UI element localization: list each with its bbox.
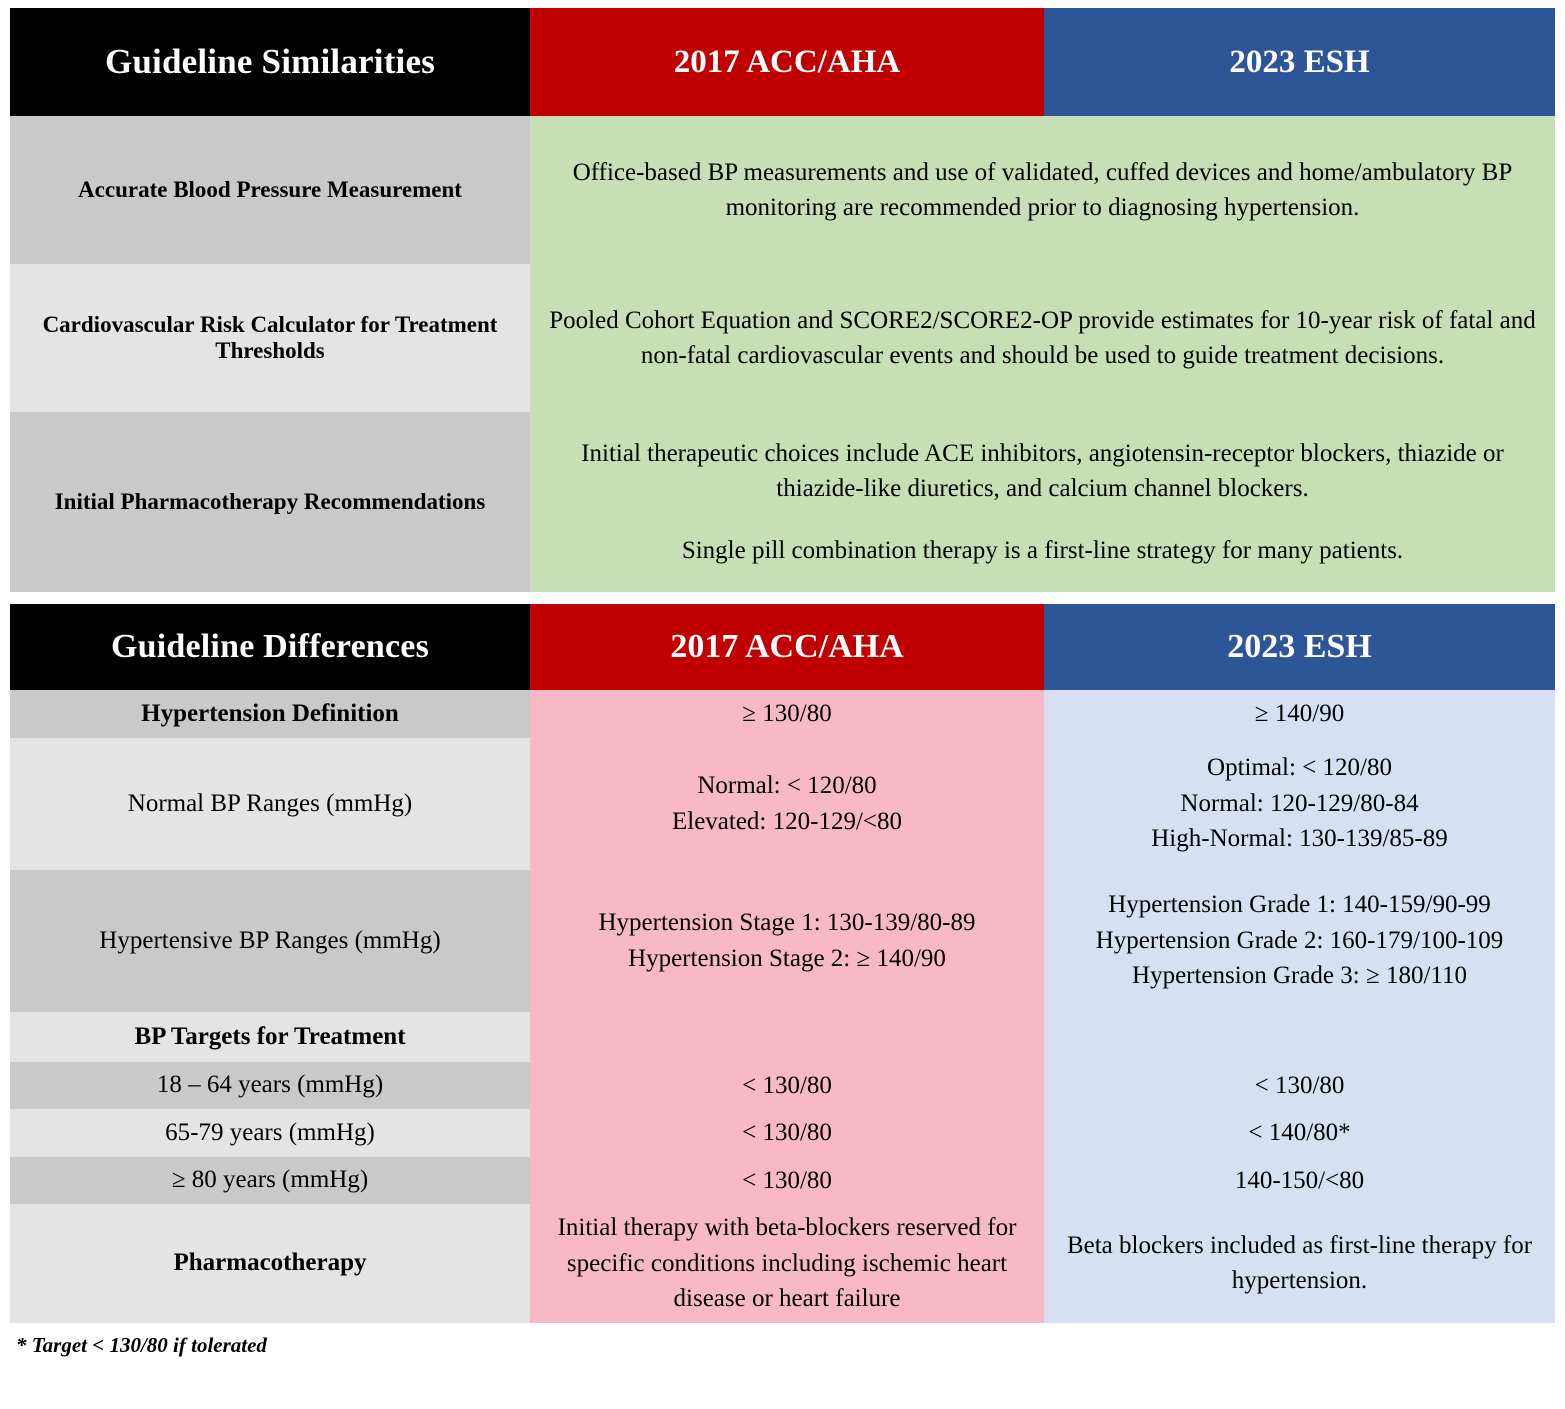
value-line: Beta blockers included as first-line therapy for hypertension.	[1066, 1231, 1533, 1295]
row-label: Cardiovascular Risk Calculator for Treatment Thresholds	[10, 264, 530, 412]
row-label: 18 – 64 years (mmHg)	[10, 1062, 530, 1110]
table-gap	[10, 592, 1555, 604]
value-line: < 130/80	[742, 1166, 832, 1194]
similarities-acc-header: 2017 ACC/AHA	[530, 8, 1044, 116]
acc-value	[530, 1109, 1044, 1157]
acc-value	[530, 1012, 1044, 1062]
similarity-row-measurement	[10, 116, 1555, 264]
value-line: Optimal: < 120/80	[1207, 754, 1392, 782]
similarity-content	[530, 264, 1555, 412]
esh-value	[1044, 1204, 1555, 1323]
similarity-paragraph: Single pill combination therapy is a first-line strategy for many patients.	[681, 536, 1404, 564]
row-label: Initial Pharmacotherapy Recommendations	[10, 412, 530, 592]
similarity-paragraph: Office-based BP measurements and use of validated, cuffed devices and home/ambulatory BP monitoring are recommended prior to diagnosing hypertension.	[572, 158, 1513, 221]
value-line: 140-150/<80	[1234, 1166, 1365, 1194]
value-line: Hypertension Grade 1: 140-159/90-99	[1108, 891, 1491, 919]
similarity-row-pharmacotherapy	[10, 412, 1555, 592]
esh-value	[1044, 1062, 1555, 1110]
difference-row-age-80-plus	[10, 1157, 1555, 1205]
esh-value	[1044, 738, 1555, 870]
similarity-content	[530, 116, 1555, 264]
difference-row-hypertensive-ranges	[10, 870, 1555, 1012]
acc-value	[530, 1204, 1044, 1323]
value-line: High-Normal: 130-139/85-89	[1151, 825, 1448, 853]
esh-value	[1044, 1012, 1555, 1062]
differences-acc-header: 2017 ACC/AHA	[530, 604, 1044, 690]
acc-value	[530, 870, 1044, 1012]
differences-esh-header: 2023 ESH	[1044, 604, 1555, 690]
value-line: Elevated: 120-129/<80	[671, 807, 903, 835]
value-line: Hypertension Grade 3: ≥ 180/110	[1132, 962, 1467, 990]
similarity-paragraph: Pooled Cohort Equation and SCORE2/SCORE2-OP provide estimates for 10-year risk of fatal and non-fatal cardiovascular events and should be used to guide treatment decisions.	[549, 306, 1536, 369]
similarities-header-row	[10, 8, 1555, 116]
difference-row-age-65-79	[10, 1109, 1555, 1157]
difference-row-pharmacotherapy	[10, 1204, 1555, 1323]
acc-value	[530, 1062, 1044, 1110]
esh-value	[1044, 870, 1555, 1012]
acc-value	[530, 1157, 1044, 1205]
value-line: < 130/80	[742, 1119, 832, 1146]
value-line: Normal: < 120/80	[697, 772, 877, 799]
value-line: ≥ 130/80	[742, 700, 832, 727]
value-line: Normal: 120-129/80-84	[1180, 789, 1419, 817]
row-label: BP Targets for Treatment	[10, 1012, 530, 1062]
guideline-similarities-table	[10, 8, 1555, 604]
value-line: Initial therapy with beta-blockers reserved for specific conditions including ischemic heart disease or heart failure	[557, 1214, 1017, 1312]
row-label: 65-79 years (mmHg)	[10, 1109, 530, 1157]
similarity-content	[530, 412, 1555, 592]
esh-value	[1044, 1109, 1555, 1157]
similarities-title: Guideline Similarities	[10, 8, 530, 116]
esh-value	[1044, 690, 1555, 738]
similarity-row-risk-calculator	[10, 264, 1555, 412]
value-line: Hypertension Stage 1: 130-139/80-89	[598, 909, 976, 936]
row-label: Pharmacotherapy	[10, 1204, 530, 1323]
difference-row-normal-ranges	[10, 738, 1555, 870]
value-line: Hypertension Stage 2: ≥ 140/90	[628, 944, 946, 972]
differences-header-row	[10, 604, 1555, 690]
difference-row-bp-targets-heading	[10, 1012, 1555, 1062]
value-line: < 130/80	[742, 1071, 832, 1099]
row-label: ≥ 80 years (mmHg)	[10, 1157, 530, 1205]
value-line: ≥ 140/90	[1254, 700, 1345, 727]
similarities-esh-header: 2023 ESH	[1044, 8, 1555, 116]
acc-value	[530, 690, 1044, 738]
differences-title: Guideline Differences	[10, 604, 530, 690]
row-label: Hypertensive BP Ranges (mmHg)	[10, 870, 530, 1012]
difference-row-definition	[10, 690, 1555, 738]
value-line: Hypertension Grade 2: 160-179/100-109	[1095, 926, 1504, 954]
row-label: Hypertension Definition	[10, 690, 530, 738]
acc-value	[530, 738, 1044, 870]
esh-value	[1044, 1157, 1555, 1205]
row-label: Accurate Blood Pressure Measurement	[10, 116, 530, 264]
value-line: < 130/80	[1254, 1071, 1345, 1099]
similarity-paragraph: Initial therapeutic choices include ACE inhibitors, angiotensin-receptor blockers, thiazide or thiazide-like diuretics, and calcium channel blockers.	[581, 439, 1504, 503]
row-label: Normal BP Ranges (mmHg)	[10, 738, 530, 870]
footnote: * Target < 130/80 if tolerated	[16, 1332, 267, 1357]
value-line: < 140/80*	[1248, 1119, 1351, 1146]
difference-row-age-18-64	[10, 1062, 1555, 1110]
guideline-differences-table	[10, 604, 1555, 1323]
